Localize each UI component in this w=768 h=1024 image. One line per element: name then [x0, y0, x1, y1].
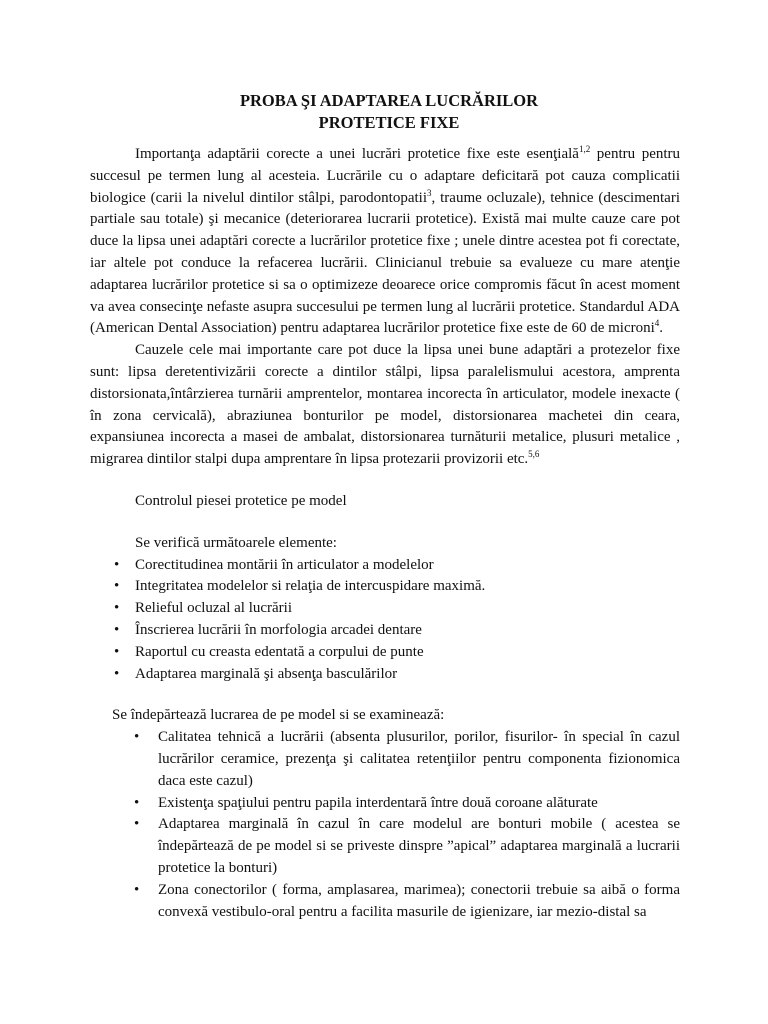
removal-intro: Se îndepărtează lucrarea de pe model si se examinează: — [112, 707, 445, 724]
bullet-icon: • — [134, 729, 140, 746]
section-heading: Controlul piesei protetice pe model — [135, 492, 347, 509]
bullet-icon: • — [134, 881, 140, 898]
title-line-1: PROBA ŞI ADAPTAREA LUCRĂRILOR — [239, 91, 539, 110]
checklist-intro: Se verifică următoarele elemente: — [135, 534, 337, 551]
citation-superscript: 4 — [654, 318, 660, 329]
checklist — [90, 555, 680, 686]
bullet-icon: • — [134, 794, 140, 811]
list-item-text: Zona conectorilor ( forma, amplasarea, marimea); conectorii trebuie sa aibă o forma convexă vestibulo-oral pentru a facilita masurile de igienizare, iar mezio-distal sa — [158, 881, 680, 920]
list-item-text: Adaptarea marginală şi absenţa basculărilor — [135, 665, 398, 682]
list-item — [90, 880, 680, 924]
paragraph-causes — [90, 340, 680, 471]
list-item — [90, 620, 680, 642]
list-item-text: Relieful ocluzal al lucrării — [135, 600, 293, 617]
paragraph-text: . — [659, 320, 664, 337]
list-item — [90, 793, 680, 815]
list-item — [90, 642, 680, 664]
paragraph-text: pentru pentru succesul pe termen lung al acesteia. Lucrările cu o adaptare deficitară pot cauza complicatii biologice (carii la nivelul dintilor stâlpi, parodontopatii — [90, 146, 681, 206]
citation-superscript: 3 — [427, 187, 432, 198]
list-item — [90, 576, 680, 598]
bullet-icon: • — [114, 556, 120, 573]
list-item-text: Raportul cu creasta edentată a corpului de punte — [135, 643, 424, 660]
bullet-icon: • — [114, 600, 120, 617]
bullet-icon: • — [114, 665, 120, 682]
list-item — [90, 727, 680, 792]
document-title — [90, 90, 680, 134]
list-item-text: Existenţa spaţiului pentru papila interdentară între două coroane alăturate — [158, 794, 598, 811]
citation-superscript: 5,6 — [528, 449, 540, 460]
removal-list — [90, 727, 680, 923]
list-item — [90, 664, 680, 686]
list-item — [90, 598, 680, 620]
list-item-text: Adaptarea marginală în cazul în care modelul are bonturi mobile ( acestea se îndepărtează de pe model si se priveste dinspre ”apical” adaptarea marginală a lucrarii protetice la bonturi) — [158, 816, 680, 876]
paragraph-text: , traume ocluzale), tehnice (descimentari partiale sau totale) şi mecanice (deteriorarea lucrarii protetice). Există mai multe cauze care pot duce la lipsa unei adaptări corecte a lucrărilor protetice fixe ; unele dintre acestea pot fi corectate, iar altele pot conduce la refacerea lucrării. Clinicianul trebuie sa evalueze cu mare atenţie adaptarea lucrărilor protetice si sa o optimizeze deoarece orice compromis făcut în acest moment va avea consecinţe nefaste asupra succesului pe termen lung al lucrării protetice. Standardul ADA (American Dental Association) pentru adaptarea lucrărilor protetice fixe este de 60 de microni — [90, 189, 681, 337]
bullet-icon: • — [114, 621, 120, 638]
bullet-icon: • — [114, 643, 120, 660]
paragraph-importance — [90, 144, 680, 340]
citation-superscript: 1,2 — [578, 144, 591, 154]
paragraph-text: Importanţa adaptării corecte a unei lucrări protetice fixe este esenţială — [135, 146, 579, 162]
paragraph-text: Cauzele cele mai importante care pot duce la lipsa unei bune adaptări a protezelor fixe sunt: lipsa deretentivizării corecte a dintilor stâlpi, lipsa paralelismului acestora, amprenta distorsionata,întârzierea turnării amprentelor, montarea incorecta în articulator, modele inexacte ( în zona cervicală), abraziunea bonturilor pe model, distorsionarea machetei din ceara, expansiunea incorecta a masei de ambalat, distorsionarea turnăturii metalice, plusuri metalice , migrarea dintilor stalpi dupa amprentare în lipsa protezarii provizorii etc. — [90, 342, 680, 468]
title-line-2: PROTETICE FIXE — [318, 113, 460, 132]
list-item — [90, 555, 680, 577]
bullet-icon: • — [114, 578, 120, 595]
list-item-text: Înscrierea lucrării în morfologia arcadei dentare — [135, 621, 422, 638]
list-item-text: Corectitudinea montării în articulator a modelelor — [135, 556, 434, 573]
list-item-text: Calitatea tehnică a lucrării (absenta plusurilor, porilor, fisurilor- în special în cazul lucrărilor ceramice, prezenţa şi calitatea retenţiilor pentru componenta fizionomica daca este cazul) — [158, 729, 680, 789]
list-item — [90, 814, 680, 879]
list-item-text: Integritatea modelelor si relaţia de intercuspidare maximă. — [135, 578, 486, 595]
bullet-icon: • — [134, 816, 140, 833]
